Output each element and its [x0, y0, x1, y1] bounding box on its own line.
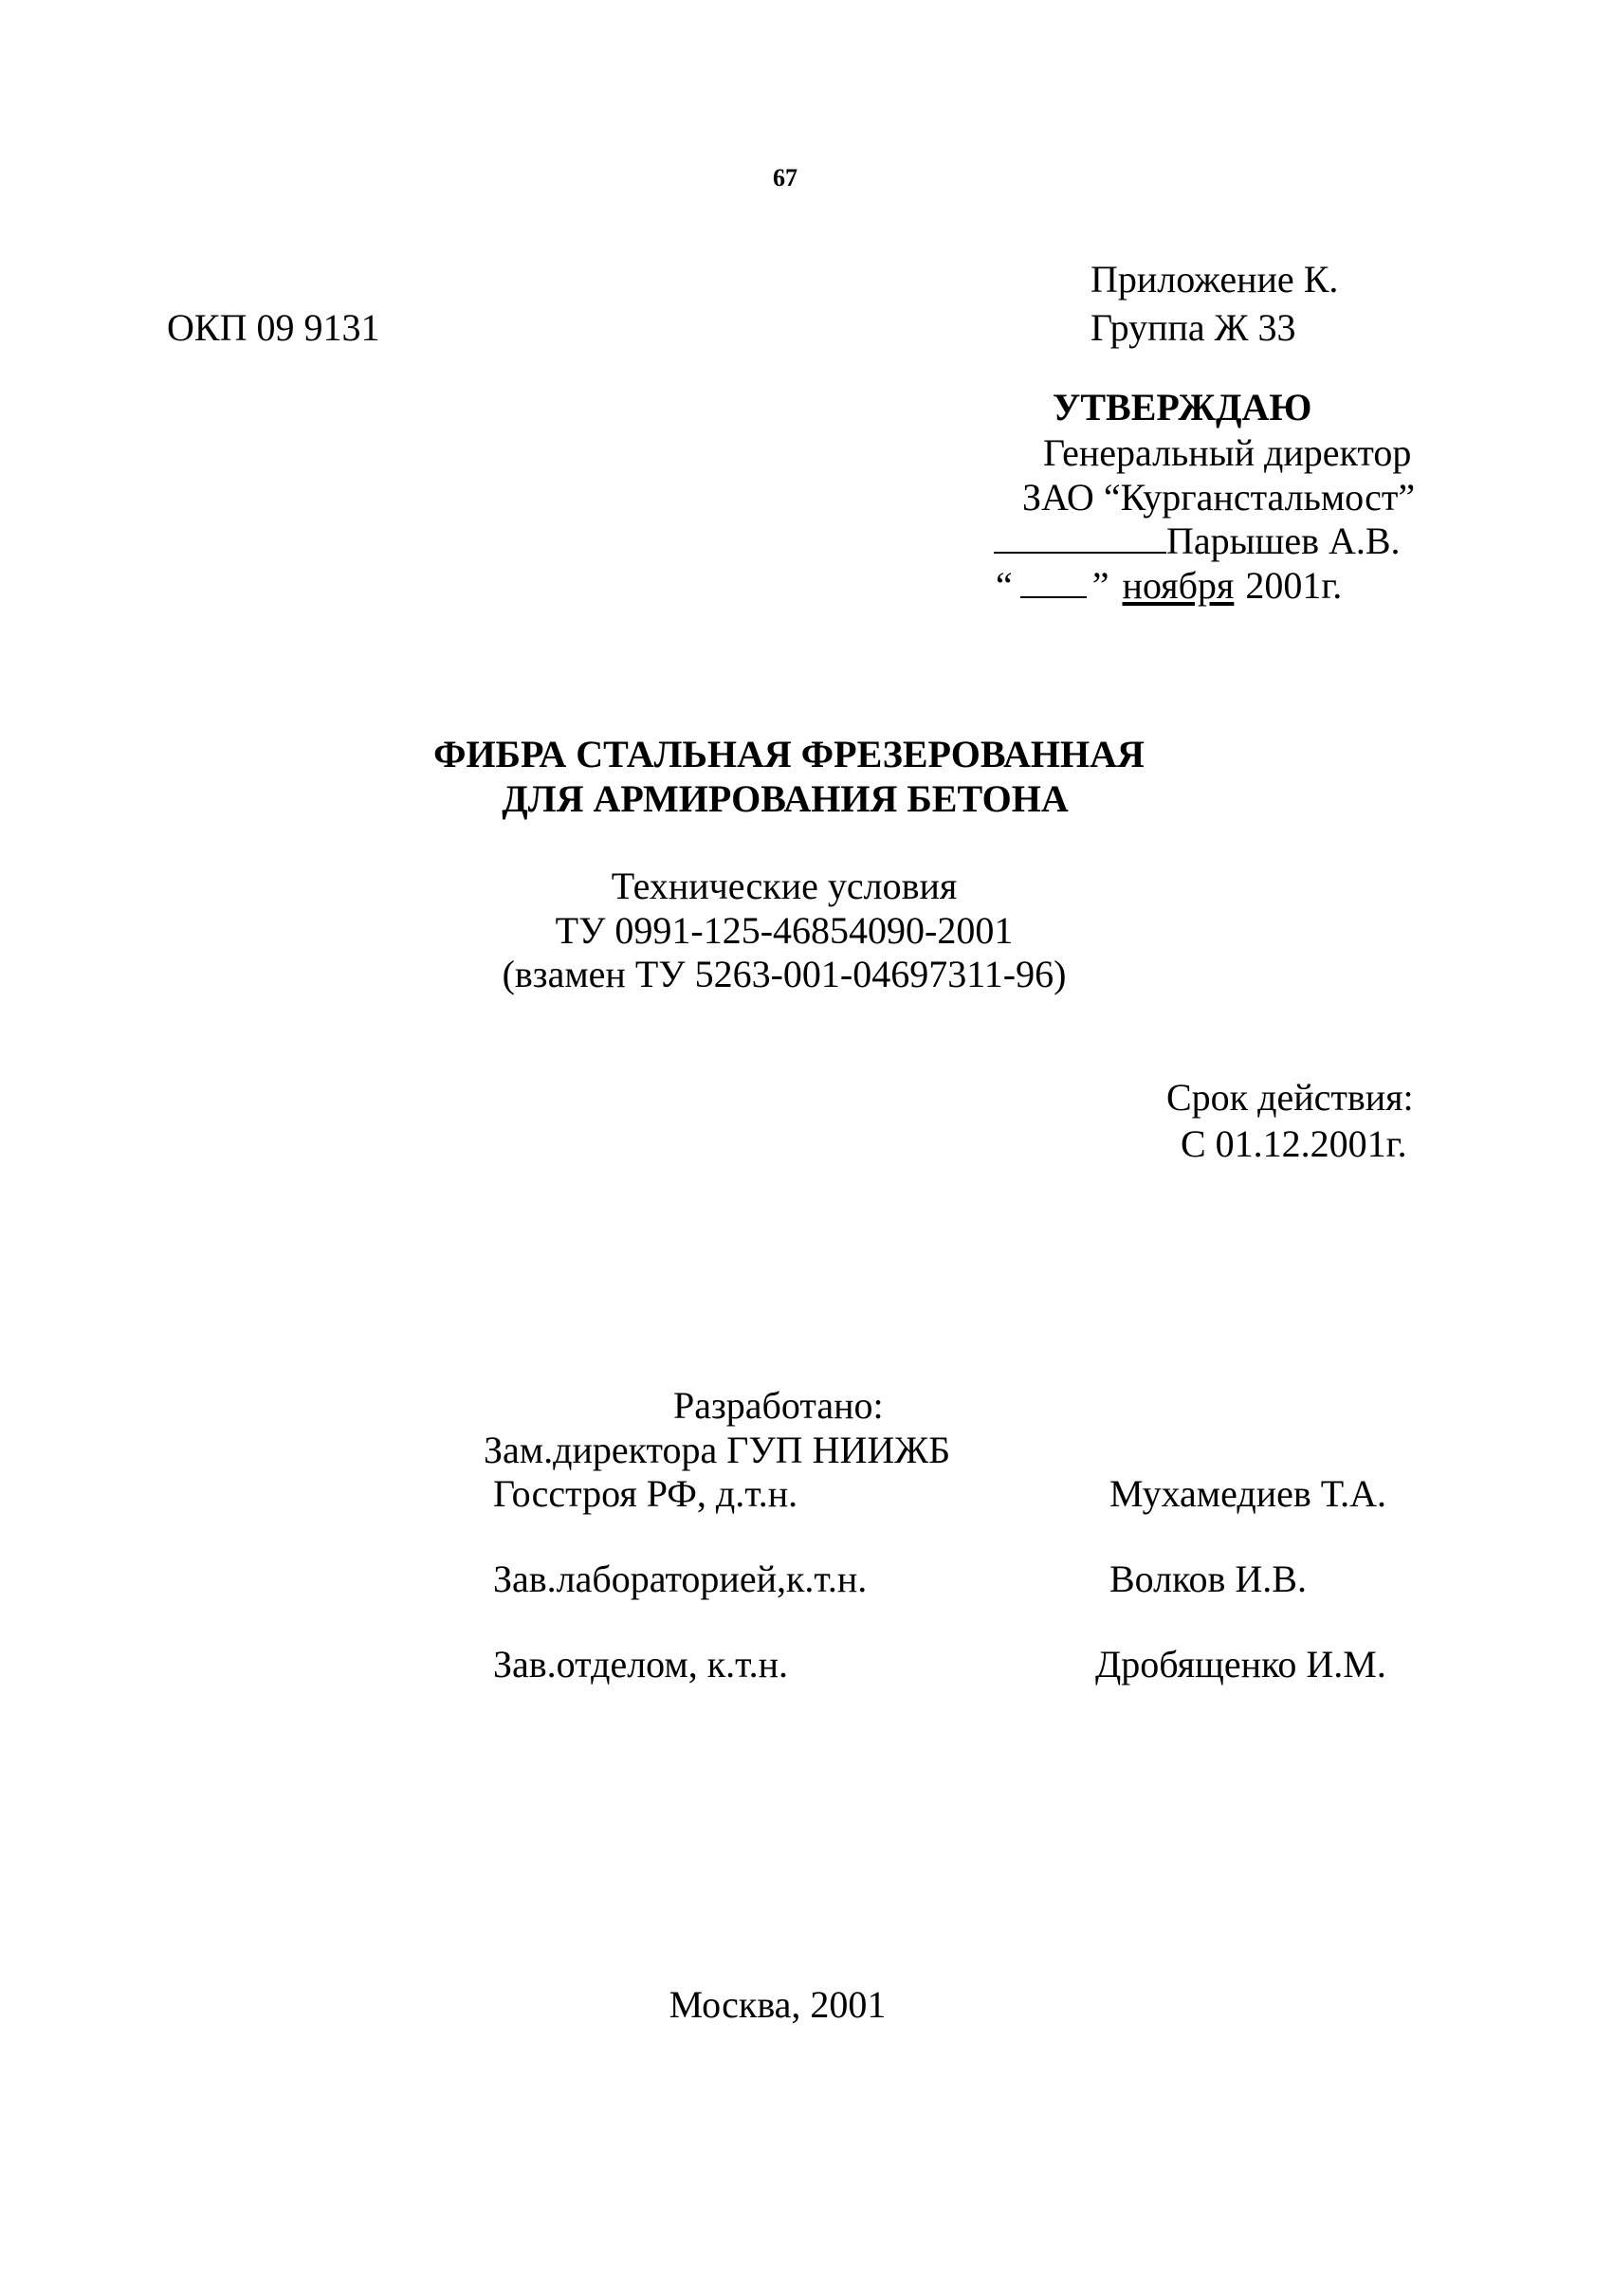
- validity-value: С 01.12.2001г.: [1181, 1122, 1407, 1165]
- signature-blank: [994, 523, 1166, 554]
- footer-city-year: Москва, 2001: [669, 1983, 887, 2026]
- date-day-blank: [1020, 568, 1087, 598]
- approval-signer: Парышев А.В.: [1166, 519, 1401, 562]
- developed-heading: Разработано:: [673, 1384, 884, 1427]
- developer-title: Зав.отделом, к.т.н.: [493, 1643, 789, 1686]
- approval-signature-line: [994, 519, 1401, 562]
- spec-replaces: (взамен ТУ 5263-001-04697311-96): [502, 953, 1067, 995]
- developer-name: Волков И.В.: [1109, 1558, 1307, 1600]
- approval-heading: УТВЕРЖДАЮ: [1053, 386, 1312, 428]
- page-number: 67: [773, 164, 797, 191]
- appendix-label: Приложение К.: [1091, 258, 1339, 301]
- date-year: 2001г.: [1245, 564, 1343, 607]
- approval-position: Генеральный директор: [1043, 431, 1412, 474]
- developer-title: Зав.лабораторией,к.т.н.: [493, 1558, 868, 1600]
- approval-date: [996, 564, 1343, 607]
- spec-type: Технические условия: [611, 865, 958, 907]
- developer-name: Мухамедиев Т.А.: [1109, 1472, 1387, 1515]
- date-close-quote: ”: [1091, 564, 1109, 607]
- date-open-quote: “: [996, 564, 1013, 607]
- okp-code: ОКП 09 9131: [167, 306, 380, 349]
- spec-code: ТУ 0991-125-46854090-2001: [555, 909, 1014, 952]
- document-title-line2: ДЛЯ АРМИРОВАНИЯ БЕТОНА: [502, 777, 1069, 820]
- group-label: Группа Ж 33: [1091, 306, 1296, 349]
- document-title-line1: ФИБРА СТАЛЬНАЯ ФРЕЗЕРОВАННАЯ: [433, 733, 1145, 775]
- developer-title: Зам.директора ГУП НИИЖБ: [484, 1429, 951, 1471]
- developer-name: Дробященко И.М.: [1095, 1643, 1386, 1686]
- validity-label: Срок действия:: [1166, 1076, 1414, 1119]
- date-month: ноября: [1122, 564, 1235, 607]
- approval-company: ЗАО “Курганстальмост”: [1022, 476, 1416, 519]
- developer-title-line2: Госстроя РФ, д.т.н.: [493, 1472, 798, 1515]
